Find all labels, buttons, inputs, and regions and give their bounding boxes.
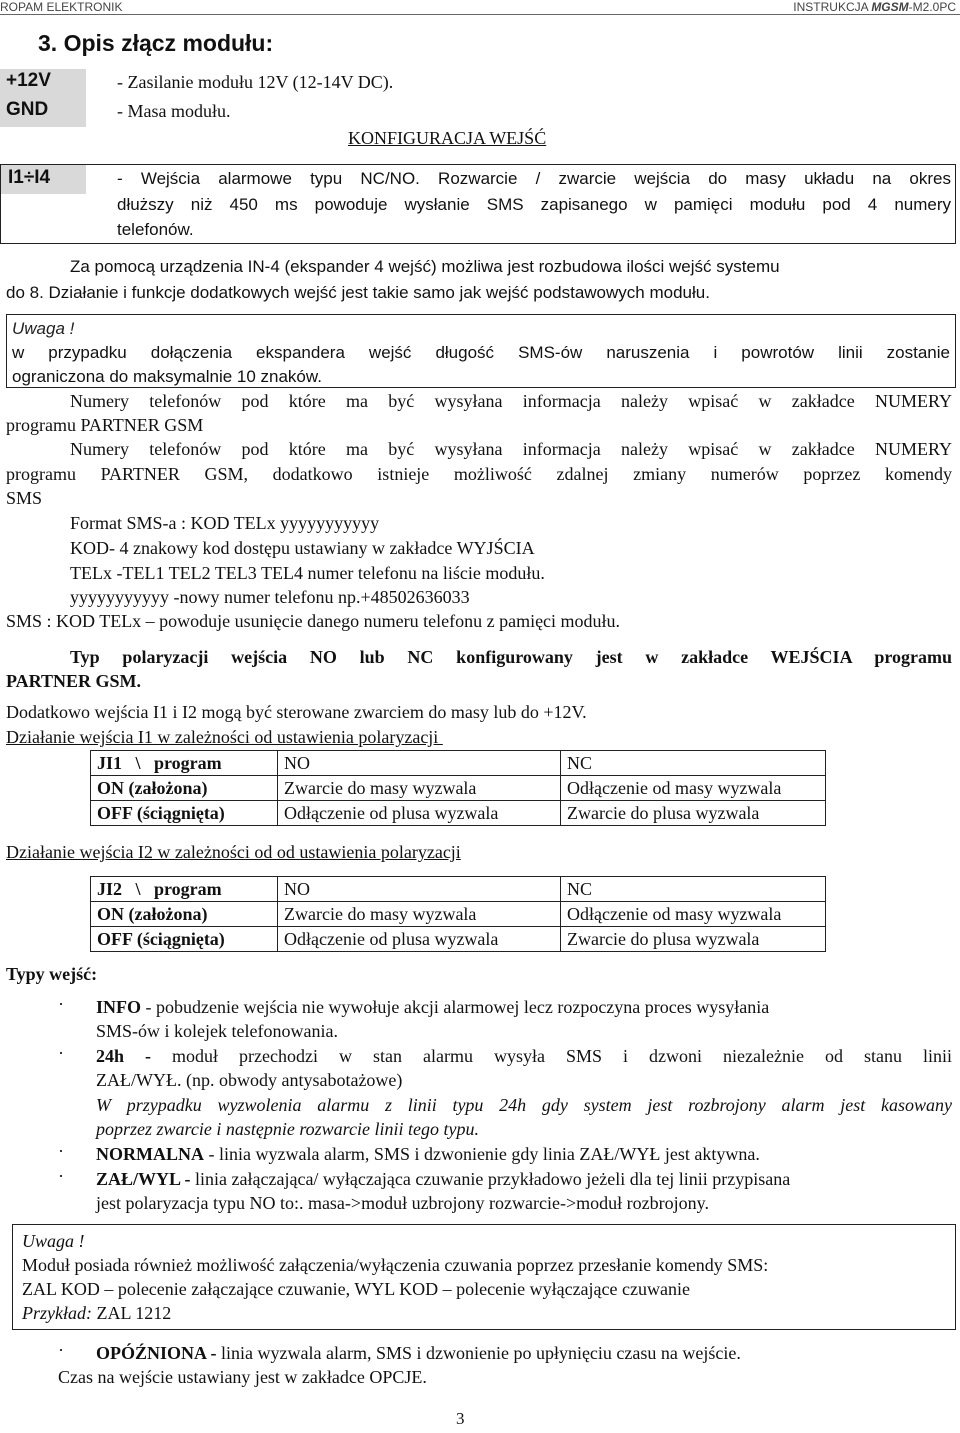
zal-line-2: jest polaryzacja typu NO to:. masa->moduł uzbrojony rozwarcie->moduł rozbrojony. (96, 1193, 709, 1213)
table-cell: Odłączenie od masy wyzwala (561, 776, 826, 801)
inputs-desc-1: - Wejścia alarmowe typu NC/NO. Rozwarcie / zwarcie wejścia do masy układu na okres (117, 169, 951, 188)
pin-desc-gnd: - Masa modułu. (117, 101, 231, 121)
table-cell: ON (założona) (91, 902, 278, 927)
bullet-icon: · (58, 1043, 64, 1063)
table-cell: Odłączenie od plusa wyzwala (278, 927, 561, 952)
numbers-p1-line-1: Numery telefonów pod które ma być wysyłana informacja należy wpisać w zakładce NUMERY (70, 391, 952, 411)
bullet-icon: · (58, 1141, 64, 1161)
header-divider (0, 14, 960, 15)
table-cell: Odłączenie od masy wyzwala (561, 902, 826, 927)
config-heading: KONFIGURACJA WEJŚĆ (348, 128, 547, 148)
bullet-icon: · (58, 1340, 64, 1360)
table-row (91, 877, 826, 902)
numbers-kod: KOD- 4 znakowy kod dostępu ustawiany w zakładce WYJŚCIA (70, 538, 535, 558)
table-row (91, 927, 826, 952)
inputs-name: I1÷I4 (8, 167, 51, 188)
table-cell: Zwarcie do masy wyzwala (278, 902, 561, 927)
h24-text-1: moduł przechodzi w stan alarmu wysyła SMS i dzwoni niezależnie od stanu linii (151, 1046, 952, 1066)
normal-text: - linia wyzwala alarm, SMS i dzwonienie gdy linia ZAŁ/WYŁ jest aktywna. (204, 1144, 760, 1164)
table-row (91, 801, 826, 826)
bullet-icon: · (58, 994, 64, 1014)
table-cell: Zwarcie do plusa wyzwala (561, 927, 826, 952)
table-cell: Zwarcie do masy wyzwala (278, 776, 561, 801)
numbers-format: Format SMS-a : KOD TELx yyyyyyyyyyy (70, 513, 380, 533)
warning2-title: Uwaga ! (22, 1231, 85, 1251)
warning1-line-2: ograniczona do maksymalnie 10 znaków. (12, 367, 322, 386)
table-cell: OFF (ściągnięta) (91, 927, 278, 952)
numbers-p1-line-2: programu PARTNER GSM (6, 415, 204, 435)
delayed-term: OPÓŹNIONA - (96, 1343, 217, 1363)
numbers-telx: TELx -TEL1 TEL2 TEL3 TEL4 numer telefonu na liście modułu. (70, 563, 545, 583)
warning2-example-label: Przykład: (22, 1303, 92, 1323)
expander-line-2: do 8. Działanie i funkcje dodatkowych wejść jest takie samo jak wejść podstawowych modułu. (6, 283, 710, 302)
warning2-line-1: Moduł posiada również możliwość załączenia/wyłączenia czuwania poprzez przesłanie komendy SMS: (22, 1255, 769, 1275)
delayed-line-1 (96, 1341, 741, 1366)
warning1-title: Uwaga ! (12, 319, 75, 338)
h24-italic-1: W przypadku wyzwolenia alarmu z linii typu 24h gdy system jest rozbrojony alarm jest kasowany (96, 1095, 952, 1115)
header-left: ROPAM ELEKTRONIK (0, 0, 123, 14)
h24-line-2: ZAŁ/WYŁ. (np. obwody antysabotażowe) (96, 1070, 403, 1090)
warning2-line-2: ZAL KOD – polecenie załączające czuwanie, WYL KOD – polecenie wyłączające czuwanie (22, 1279, 690, 1299)
h24-term: 24h - (96, 1046, 152, 1066)
polarity-line-1: Typ polaryzacji wejścia NO lub NC konfigurowany jest w zakładce WEJŚCIA programu (70, 647, 952, 667)
polarity-line-2: PARTNER GSM. (6, 671, 142, 691)
table-row (91, 751, 826, 776)
info-text-1: - pobudzenie wejścia nie wywołuje akcji alarmowej lecz rozpoczyna proces wysyłania (141, 997, 770, 1017)
table-cell: OFF (ściągnięta) (91, 801, 278, 826)
warning2-example-value: ZAL 1212 (91, 1303, 172, 1323)
info-line-1 (96, 995, 952, 1020)
table-cell: NC (561, 751, 826, 776)
numbers-p2-line-2: programu PARTNER GSM, dodatkowo istnieje możliwość zdalnej zmiany numerów poprzez komendy (6, 464, 952, 484)
pin-name-gnd: GND (6, 99, 49, 120)
zal-line-1 (96, 1167, 952, 1192)
types-heading: Typy wejść: (6, 964, 98, 984)
bullet-icon: · (58, 1166, 64, 1186)
normal-line (96, 1142, 760, 1167)
table2-caption: Działanie wejścia I2 w zależności od od ustawienia polaryzacji (6, 842, 461, 862)
h24-line-1 (96, 1044, 952, 1069)
warning2-example (22, 1301, 171, 1326)
table-row (91, 902, 826, 927)
table-cell: JI2 \ program (91, 877, 278, 902)
polarity-extra: Dodatkowo wejścia I1 i I2 mogą być sterowane zwarciem do masy lub do +12V. (6, 702, 587, 722)
normal-term: NORMALNA (96, 1144, 204, 1164)
numbers-sms-delete: SMS : KOD TELx – powoduje usunięcie danego numeru telefonu z pamięci modułu. (6, 611, 621, 631)
numbers-yyy: yyyyyyyyyyy -nowy numer telefonu np.+48502636033 (70, 587, 470, 607)
header-right-suffix: -M2.0PC (908, 0, 956, 14)
warning1-line-1: w przypadku dołączenia ekspandera wejść długość SMS-ów naruszenia i powrotów linii zostanie (12, 343, 950, 362)
table-row (91, 776, 826, 801)
h24-italic-2: poprzez zwarcie i następnie rozwarcie linii tego typu. (96, 1119, 479, 1139)
header-right (793, 0, 956, 14)
header-right-model: MGSM (871, 0, 909, 14)
info-term: INFO (96, 997, 141, 1017)
section-title: 3. Opis złącz modułu: (38, 30, 274, 56)
delayed-text-1: linia wyzwala alarm, SMS i dzwonienie po upłynięciu czasu na wejście. (216, 1343, 741, 1363)
numbers-p2-line-3: SMS (6, 488, 43, 508)
inputs-desc-2: dłuższy niż 450 ms powoduje wysłanie SMS zapisanego w pamięci modułu pod 4 numery (117, 195, 951, 214)
expander-line-1: Za pomocą urządzenia IN-4 (ekspander 4 wejść) możliwa jest rozbudowa ilości wejść systemu (70, 257, 780, 276)
delayed-line-2: Czas na wejście ustawiany jest w zakładce OPCJE. (58, 1367, 427, 1387)
table1 (90, 750, 826, 826)
numbers-p2-line-1: Numery telefonów pod które ma być wysyłana informacja należy wpisać w zakładce NUMERY (70, 439, 952, 459)
header-right-prefix: INSTRUKCJA (793, 0, 872, 14)
table-cell: ON (założona) (91, 776, 278, 801)
info-line-2: SMS-ów i kolejek telefonowania. (96, 1021, 338, 1041)
table-cell: NC (561, 877, 826, 902)
table-cell: NO (278, 877, 561, 902)
table-cell: JI1 \ program (91, 751, 278, 776)
pin-desc-12v: - Zasilanie modułu 12V (12-14V DC). (117, 72, 394, 92)
zal-text-1: linia załączająca/ wyłączająca czuwanie przykładowo jeżeli dla tej linii przypisana (190, 1169, 791, 1189)
page-number: 3 (456, 1409, 465, 1428)
pin-name-12v: +12V (6, 70, 51, 91)
table-cell: Odłączenie od plusa wyzwala (278, 801, 561, 826)
inputs-desc-3: telefonów. (117, 220, 194, 239)
zal-term: ZAŁ/WYL - (96, 1169, 191, 1189)
table-cell: NO (278, 751, 561, 776)
table2 (90, 876, 826, 952)
table-cell: Zwarcie do plusa wyzwala (561, 801, 826, 826)
table1-caption: Działanie wejścia I1 w zależności od ustawienia polaryzacji (6, 727, 443, 747)
